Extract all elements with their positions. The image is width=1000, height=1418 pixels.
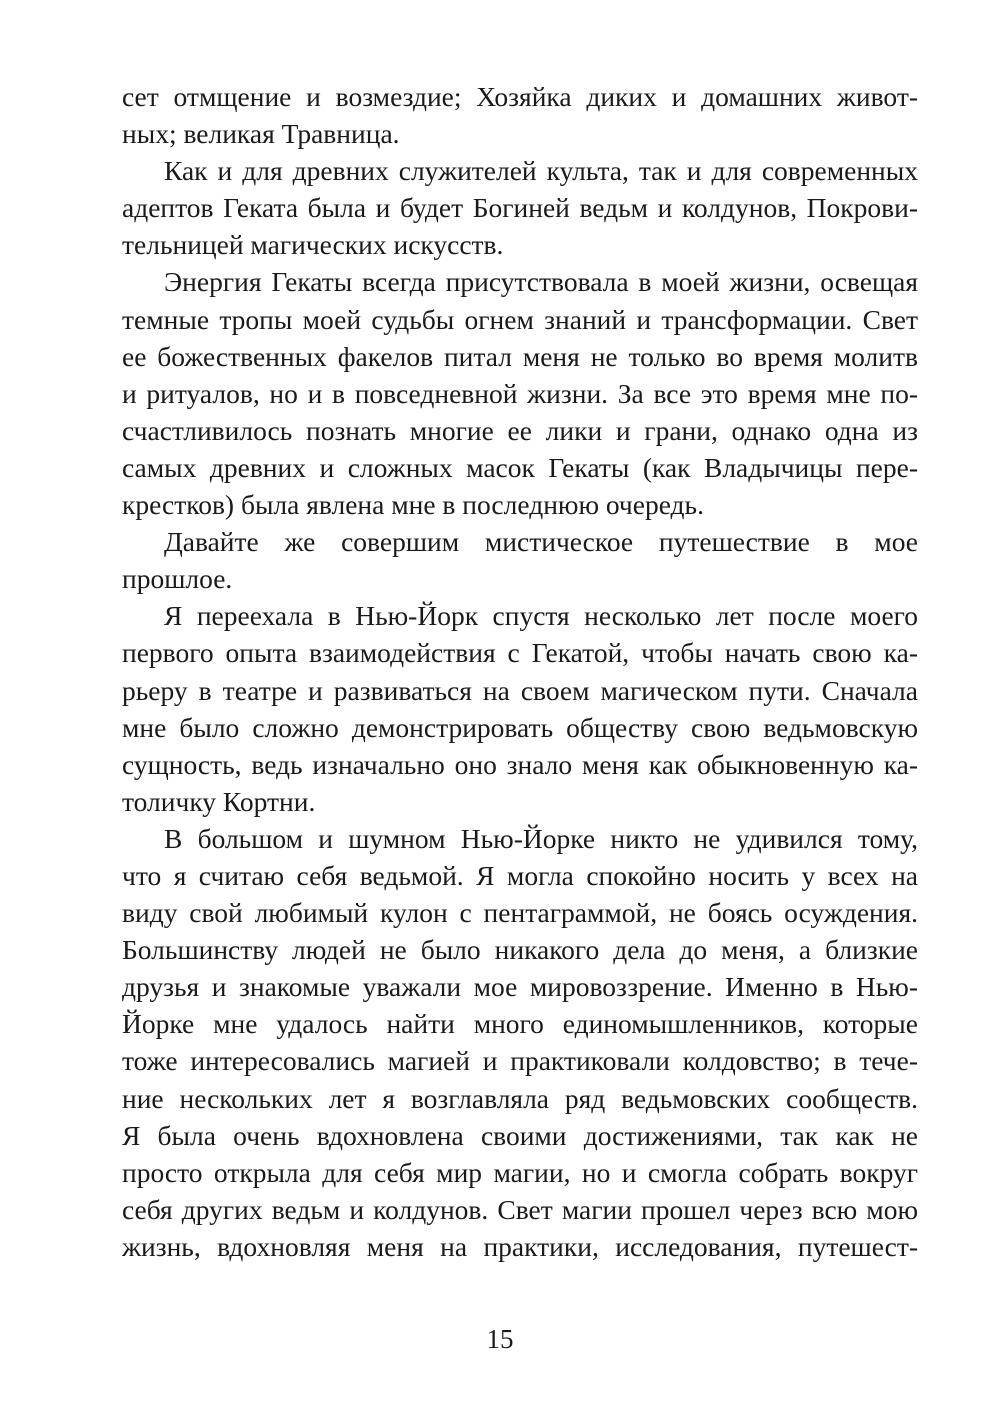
body-text bbox=[122, 78, 918, 1265]
text-line: темные тропы моей судьбы огнем знаний и трансформации. Свет bbox=[122, 303, 918, 335]
paragraph bbox=[122, 78, 918, 152]
text-line: сет отмщение и возмездие; Хозяйка диких и домашних живот- bbox=[122, 81, 918, 112]
paragraph bbox=[122, 263, 918, 523]
text-line: Я переехала в Нью-Йорк спустя несколько лет после моего bbox=[164, 600, 918, 632]
text-line: рьеру в театре и развиваться на своем магическом пути. Сначала bbox=[122, 674, 918, 706]
paragraph bbox=[122, 152, 918, 263]
text-line: ных; великая Травница. bbox=[122, 118, 400, 150]
paragraph bbox=[122, 597, 918, 820]
text-line: виду свой любимый кулон с пентаграммой, не боясь осуждения. bbox=[122, 897, 918, 929]
text-line: адептов Геката была и будет Богиней ведьм и колдунов, Покрови- bbox=[122, 192, 918, 224]
text-line: первого опыта взаимодействия с Гекатой, чтобы начать свою ка- bbox=[122, 637, 918, 669]
text-line: себя других ведьм и колдунов. Свет магии прошел через всю мою bbox=[122, 1193, 918, 1225]
text-line: прошлое. bbox=[122, 563, 233, 595]
text-line: крестков) была явлена мне в последнюю очередь. bbox=[122, 489, 704, 521]
text-line: и ритуалов, но и в повседневной жизни. За все это время мне по- bbox=[122, 377, 918, 409]
text-line: счастливилось познать многие ее лики и грани, однако одна из bbox=[122, 414, 918, 446]
text-line: Большинству людей не было никакого дела до меня, а близкие bbox=[122, 934, 918, 966]
text-line: мне было сложно демонстрировать обществу свою ведьмовскую bbox=[122, 711, 918, 743]
text-line: ние нескольких лет я возглавляла ряд ведьмовских сообществ. bbox=[122, 1082, 918, 1114]
paragraph bbox=[122, 523, 918, 597]
text-line: ее божественных факелов питал меня не только во время молитв bbox=[122, 340, 918, 372]
text-line: Давайте же совершим мистическое путешествие в мое bbox=[164, 526, 918, 558]
text-line: тельницей магических искусств. bbox=[122, 229, 504, 261]
text-line: Энергия Гекаты всегда присутствовала в моей жизни, освещая bbox=[164, 266, 918, 298]
text-line: Йорке мне удалось найти много единомышленников, которые bbox=[122, 1008, 918, 1040]
text-line: друзья и знакомые уважали мое мировоззрение. Именно в Нью- bbox=[122, 971, 918, 1003]
paragraph bbox=[122, 820, 918, 1265]
text-line: толичку Кортни. bbox=[122, 785, 316, 817]
text-line: Я была очень вдохновлена своими достижениями, так как не bbox=[122, 1119, 918, 1151]
text-line: сущность, ведь изначально оно знало меня как обыкновенную ка- bbox=[122, 748, 918, 780]
text-line: тоже интересовались магией и практиковали колдовство; в тече- bbox=[122, 1045, 918, 1077]
text-line: самых древних и сложных масок Гекаты (как Владычицы пере- bbox=[122, 451, 918, 483]
text-line: жизнь, вдохновляя меня на практики, исследования, путешест- bbox=[122, 1230, 918, 1262]
text-line: В большом и шумном Нью-Йорке никто не удивился тому, bbox=[164, 822, 918, 854]
text-line: просто открыла для себя мир магии, но и смогла собрать вокруг bbox=[122, 1156, 918, 1188]
page-number: 15 bbox=[486, 1324, 514, 1354]
text-line: Как и для древних служителей культа, так и для современных bbox=[164, 155, 918, 187]
text-line: что я считаю себя ведьмой. Я могла спокойно носить у всех на bbox=[122, 859, 918, 891]
